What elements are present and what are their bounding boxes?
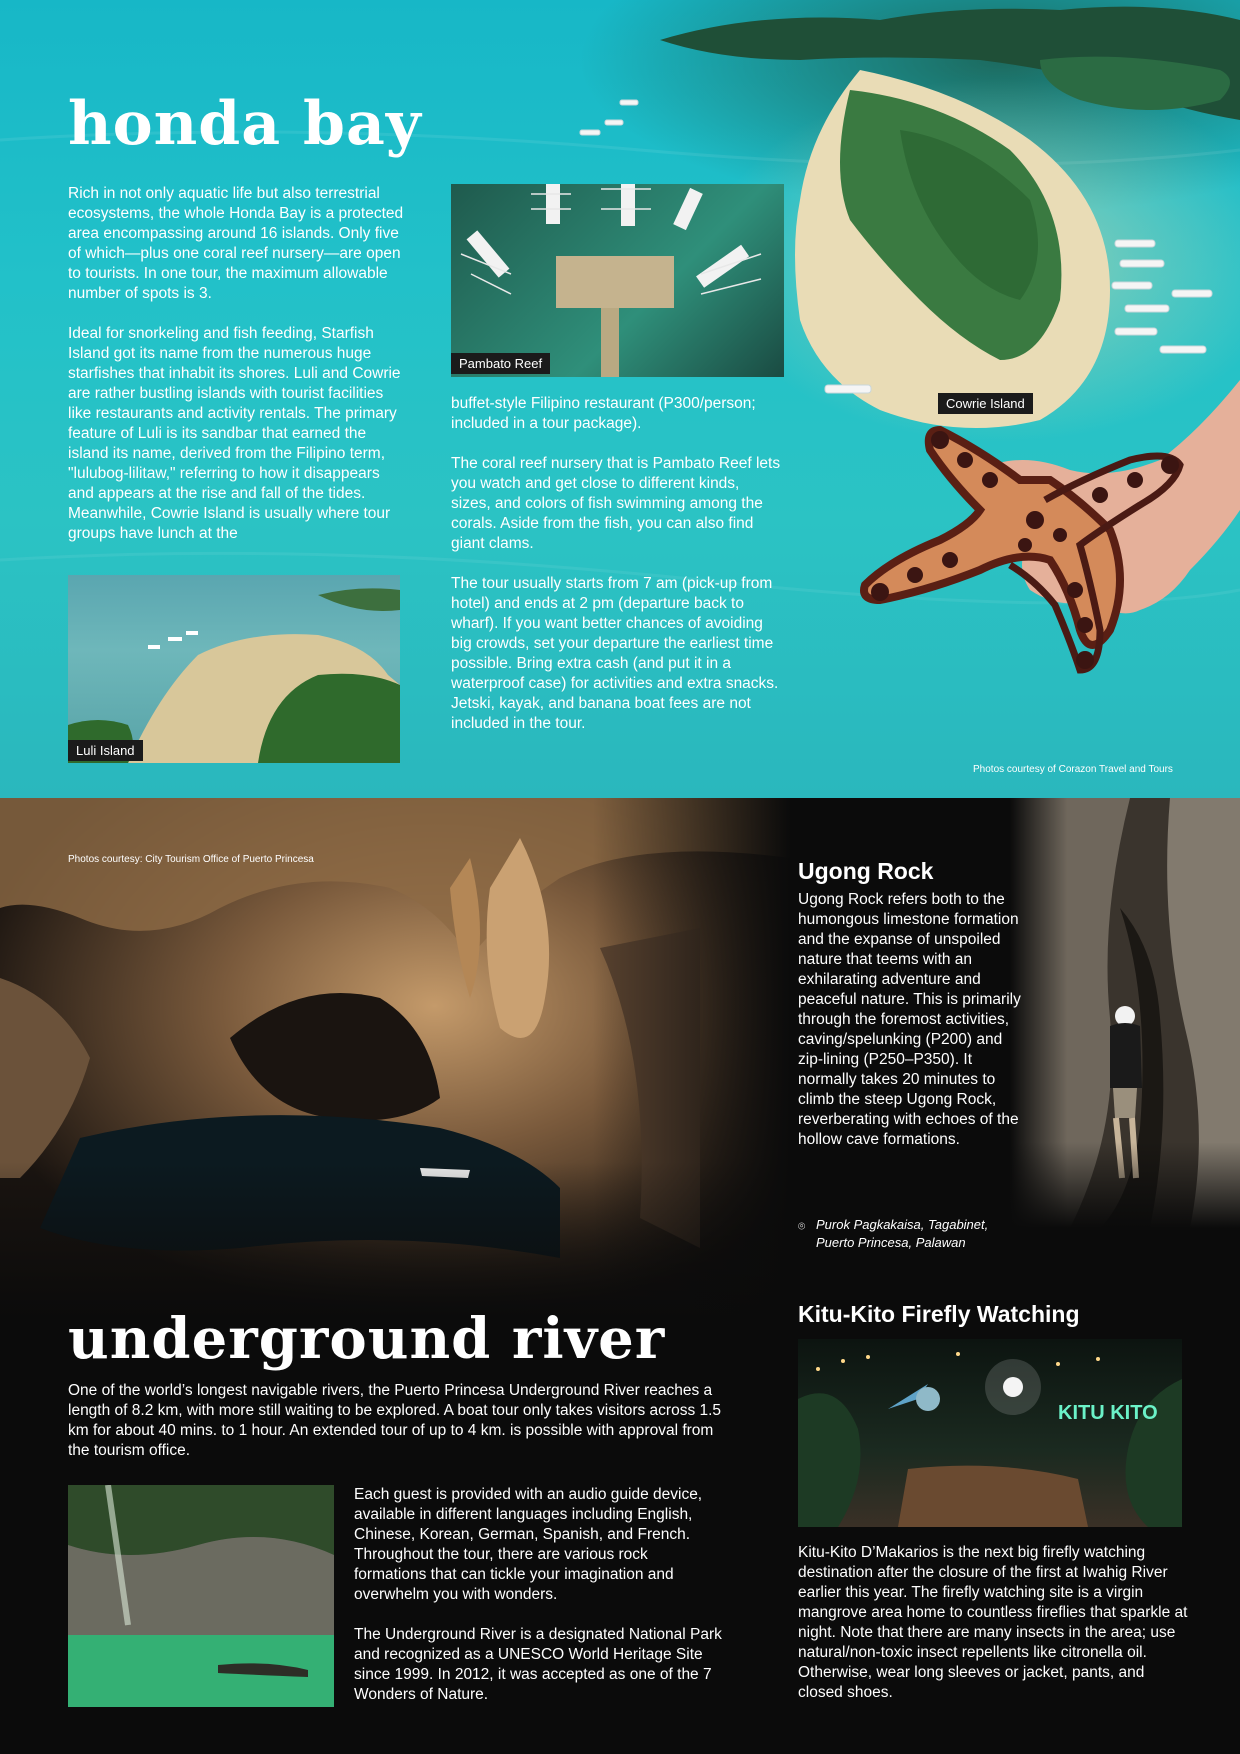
kitu-kito-heading: Kitu-Kito Firefly Watching [798, 1301, 1080, 1327]
paragraph: The Underground River is a designated National Park and recognized as a UNESCO World Heritage Site since 1999. In 2012, it was accepted as one of the 7 Wonders of Nature. [354, 1626, 722, 1703]
underground-river-photo-credit: Photos courtesy: City Tourism Office of Puerto Princesa [68, 854, 314, 865]
paragraph: Ideal for snorkeling and fish feeding, Starfish Island got its name from the numerous huge starfishes that inhabit its shores. Luli and Cowrie are rather bustling islands with tourist facilities like restaurants and activity rentals. The primary feature of Luli is its sandbar that earned the island its name, derived from the Filipino term, "lulubog-lilitaw," referring to how it disappears and appears at the rise and fall of the tides. Meanwhile, Cowrie Island is usually where tour groups have lunch at the [68, 325, 401, 542]
lagoon-photo [68, 1485, 334, 1707]
honda-bay-photo-credit: Photos courtesy of Corazon Travel and Tours [973, 764, 1173, 775]
ugong-rock-photo [1010, 798, 1240, 1228]
kitu-kito-text: Kitu-Kito D’Makarios is the next big firefly watching destination after the closure of the first at Iwahig River earlier this year. The firefly watching site is a virgin mangrove area home to countless fireflies that sparkle at night. Note that there are many insects in the area; use natural/non-toxic insect repellents like citronella oil. Otherwise, wear long sleeves or jacket, pants, and closed shoes. [798, 1544, 1188, 1701]
honda-bay-text-middle [451, 394, 781, 754]
kitu-kito-sign: KITU KITO [1058, 1402, 1158, 1424]
pambato-reef-photo [451, 184, 784, 377]
honda-bay-title: honda bay [68, 89, 422, 159]
cowrie-island-caption: Cowrie Island [938, 393, 1033, 414]
paragraph: The coral reef nursery that is Pambato Reef lets you watch and get close to different kinds, sizes, and colors of fish swimming among the corals. Aside from the fish, you can also find giant clams. [451, 455, 781, 552]
underground-river-section [0, 798, 1240, 1754]
ugong-rock-address [798, 1216, 988, 1252]
underground-river-text [354, 1485, 724, 1725]
kitu-kito-photo [798, 1339, 1182, 1527]
ugong-rock-text: Ugong Rock refers both to the humongous limestone formation and the expanse of unspoiled nature that teems with an exhilarating adventure and peaceful nature. This is primarily through the foremost activities, caving/spelunking (P200) and zip-lining (P250–P350). It normally takes 20 minutes to climb the steep Ugong Rock, reverberating with echoes of the hollow cave formations. [798, 891, 1021, 1148]
honda-bay-text-left [68, 184, 408, 564]
underground-river-intro: One of the world’s longest navigable rivers, the Puerto Princesa Underground River reaches a length of 8.2 km, with more still waiting to be explored. A boat tour only takes visitors across 1.5 km for about 40 mins. to 1 hour. An extended tour of up to 4 km. is possible with approval from the tourism office. [68, 1382, 722, 1459]
paragraph: The tour usually starts from 7 am (pick-up from hotel) and ends at 2 pm (departure back to wharf). If you want better chances of avoiding big crowds, set your departure the earliest time possible. Bring extra cash (and put it in a waterproof case) for activities and extra snacks. Jetski, kayak, and banana boat fees are not included in the tour. [451, 575, 779, 732]
location-pin-icon: ⌾ [798, 1219, 806, 1233]
starfish-photo [780, 370, 1240, 770]
paragraph: Each guest is provided with an audio guide device, available in different languages including English, Chinese, Korean, German, Spanish, and French. Throughout the tour, there are various rock formations that can tickle your imagination and overwhelm you with wonders. [354, 1486, 703, 1603]
pambato-reef-caption: Pambato Reef [451, 353, 550, 374]
ugong-rock-heading: Ugong Rock [798, 858, 934, 884]
address-line: Puerto Princesa, Palawan [816, 1235, 966, 1250]
paragraph: Rich in not only aquatic life but also terrestrial ecosystems, the whole Honda Bay is a protected area encompassing around 16 islands. Only five of which—plus one coral reef nursery—are open to tourists. In one tour, the maximum allowable number of spots is 3. [68, 185, 404, 302]
underground-river-title: underground river [68, 1306, 666, 1372]
cave-photo [0, 798, 790, 1318]
paragraph: buffet-style Filipino restaurant (P300/person; included in a tour package). [451, 395, 756, 432]
honda-bay-section [0, 0, 1240, 798]
address-line: Purok Pagkakaisa, Tagabinet, [816, 1217, 989, 1232]
luli-island-photo [68, 575, 400, 763]
luli-island-caption: Luli Island [68, 740, 143, 761]
